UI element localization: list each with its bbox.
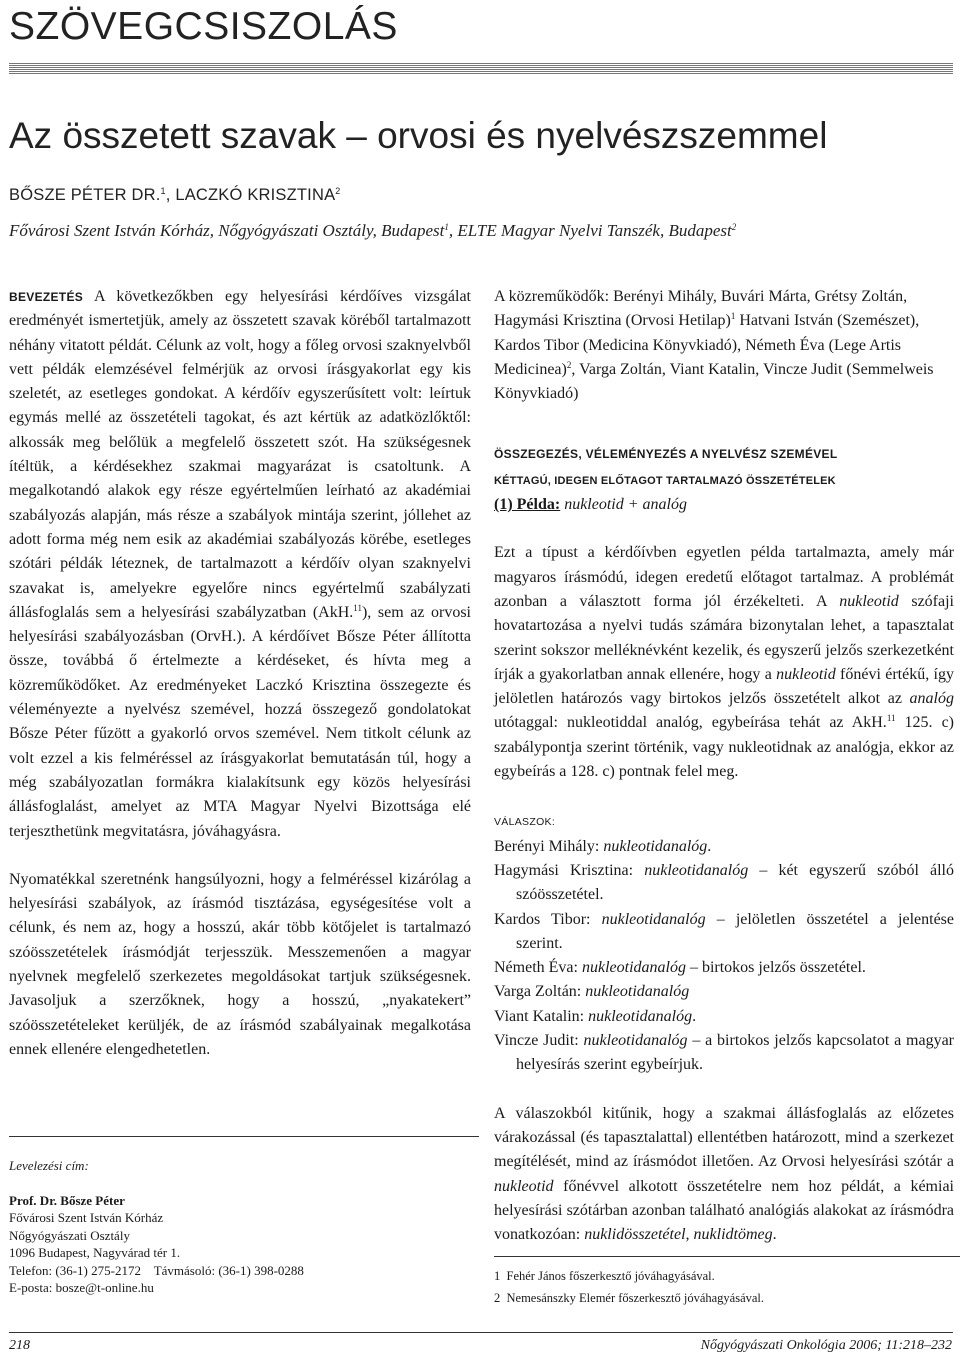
answers-list bbox=[494, 835, 954, 1078]
intro-paragraph: BEVEZETÉS A következőkben egy helyesírási kérdőíves vizsgálat eredményét ismertetjük, amely az összetett szavak köréből tartalmazott néhány vitatott példát. Célunk az volt, hogy a főleg orvosi szaknyelvből vett példák elemzésével felmérjük az orvosi írásgyakorlat egy kis szeletét, az esetleges gondokat. A kérdőív egyszerűsített volt: leírtuk egymás mellé az összetételi tagokat, és azt kértük az adatközlőktől: alkossák meg belőlük a megfelelő összetett szót. Ha szükségesnek ítéltük, a kérdésekhez szakmai magyarázat is csatoltunk. A megalkotandó alakok egy része egyértelműen leírható az akadémiai szabályozás alapján, más része a szabályok mintája szerint, jóllehet az adott forma még nem esik az akadémiai szabályozás körébe, esetleges szótári példák léteznek, de tartalmazott a kérdőív olyan szaknyelvi szavakat is, amelyekre egyelőre nincs egyértelmű szabályzati állásfoglalás sem a helyesírási szabályzatban (AkH.$^{11}$), sem az orvosi helyesírási szabályozásban (OrvH.). A kérdőívet Bősze Péter állította össze, továbbá ő értelmezte a kérdéseket, és hívta meg a közreműködőket. Az eredményeket Laczkó Krisztina összegezte és véleményezte a nyelvész szemével, hozzá összegező gondolatokat Bősze Péter fűzött a gyakorló orvos szemével. Nem titkolt célunk az volt ezzel a kis felméréssel az írásgyakorlat bemutatásán túl, hogy a még szabályozatlan formákra kialakítsunk egy közös helyesírási állásfoglalást, amelyet az MTA Magyar Nyelvi Bizottsága elé terjeszthetünk megvitatásra, jóváhagyásra. bbox=[9, 288, 471, 840]
affiliation: Fővárosi Szent István Kórház, Nőgyógyászati Osztály, Budapest$^1$, ELTE Magyar Nyelvi Tanszék, Budapest$^2$ bbox=[9, 221, 737, 240]
right-column bbox=[494, 285, 954, 1247]
correspondence-email: E-posta: bosze@t-online.hu bbox=[9, 1280, 154, 1295]
correspondence-phone: Telefon: (36-1) 275-2172 Távmásoló: (36-1) 398-0288 bbox=[9, 1262, 304, 1278]
author-2: , LACZKÓ KRISZTINA bbox=[165, 186, 336, 204]
correspondence-label: Levelezési cím: bbox=[9, 1158, 89, 1173]
example-line: (1) Példa: nukleotid + analóg bbox=[494, 496, 687, 514]
authors: BŐSZE PÉTER DR.$^1$, LACZKÓ KRISZTINA$^2$ bbox=[9, 186, 341, 204]
footer-rule bbox=[9, 1332, 953, 1333]
section-header: SZÖVEGCSISZOLÁS bbox=[9, 5, 398, 48]
footnote-2: 2 Nemesánszky Elemér főszerkesztő jóváhagyásával. bbox=[494, 1291, 765, 1305]
contributors: A közreműködők: Berényi Mihály, Buvári Márta, Grétsy Zoltán, Hagymási Krisztina (Orvosi Hetilap)$^1$ Hatvani István (Szemészet), Kardos Tibor (Medicina Könyvkiadó), Németh Éva (Lege Artis Medicinea)$^2$, Varga Zoltán, Viant Katalin, Vincze Judit (Semmelweis Könyvkiadó) bbox=[494, 288, 934, 403]
article-title: Az összetett szavak – orvosi és nyelvészszemmel bbox=[9, 115, 828, 156]
answer-item: Vincze Judit: nukleotidanalóg – a birtokos jelzős kapcsolatot a magyar helyesírás szerint egybeírjuk. bbox=[494, 1032, 955, 1074]
section-heading: ÖSSZEGEZÉS, VÉLEMÉNYEZÉS A NYELVÉSZ SZEMÉVEL bbox=[494, 447, 838, 462]
conclusion-paragraph: A válaszokból kitűnik, hogy a szakmai állásfoglalás az előzetes várakozással (és tapasztalattal) ellentétben határozott, mind a szerkezet megítélését, mind az írásmódot illetően. Az Orvosi helyesírási szótár a nukleotid főnévvel alkotott összetételre nem hoz példát, a kémiai helyesírási szótárban azonban található analógiás alakokat az írásmódra vonatkozóan: nuklidösszetétel, nuklidtömeg. bbox=[494, 1104, 954, 1244]
correspondence-rule bbox=[9, 1136, 479, 1137]
answer-item: Hagymási Krisztina: nukleotidanalóg – két egyszerű szóból álló szóösszetétel. bbox=[494, 861, 954, 904]
correspondence-name: Prof. Dr. Bősze Péter bbox=[9, 1192, 125, 1208]
answer-item: Németh Éva: nukleotidanalóg – birtokos jelzős összetétel. bbox=[494, 959, 866, 977]
footnote-1: 1 Fehér János főszerkesztő jóváhagyásával. bbox=[494, 1269, 715, 1283]
answer-item: Kardos Tibor: nukleotidanalóg – jelöletlen összetétel a jelentése szerint. bbox=[494, 910, 955, 952]
answers-label: VÁLASZOK: bbox=[494, 816, 556, 829]
left-column bbox=[9, 285, 471, 1062]
subsection-heading: KÉTTAGÚ, IDEGEN ELŐTAGOT TARTALMAZÓ ÖSSZETÉTELEK bbox=[494, 474, 836, 487]
header-rule bbox=[9, 62, 953, 74]
journal-citation: Nőgyógyászati Onkológia 2006; 11:218–232 bbox=[700, 1338, 952, 1353]
page-number: 218 bbox=[9, 1338, 30, 1353]
author-1: BŐSZE PÉTER DR. bbox=[9, 186, 161, 204]
answer-item: Varga Zoltán: nukleotidanalóg bbox=[494, 983, 690, 1001]
answer-item: Viant Katalin: nukleotidanalóg. bbox=[494, 1007, 697, 1025]
intro-lead: BEVEZETÉS bbox=[9, 290, 84, 304]
answer-item: Berényi Mihály: nukleotidanalóg. bbox=[494, 837, 712, 855]
footnote-rule bbox=[494, 1256, 960, 1257]
correspondence-block: Levelezési cím: Prof. Dr. Bősze Péter Fővárosi Szent István Kórház Nőgyógyászati Osztály 1096 Budapest, Nagyvárad tér 1. Telefon: (36-1) 275-2172 Távmásoló: (36-1) 398-0288 E-posta: bosze@t-online.hu bbox=[9, 1158, 304, 1295]
intro-paragraph-2: Nyomatékkal szeretnénk hangsúlyozni, hogy a felméréssel kizárólag a helyesírási szabályok, az írásmód tisztázása, egységesítése volt a célunk, és nem az, hogy a hosszú, akár több kötőjelet is tartalmazó szóösszetételek írásmódját terjesszük. Messzemenően a magyar nyelvnek megfelelő szerkezetes megoldásokat tartjuk szükségesnek. Javasoljuk a szerzőknek, hogy a hosszú, „nyakatekert” szóösszetételeket kerüljék, de az írásmód szabályainak megalkotása ennek ellenére elengedhetetlen. bbox=[9, 870, 471, 1058]
discussion-paragraph: Ezt a típust a kérdőívben egyetlen példa tartalmazta, amely már magyaros írásmódú, idegen eredetű előtagot tartalmaz. A problémát azonban a választott forma jól érzékelteti. A nukleotid szófaji hovatartozása a nyelvi tudás számára bizonytalan lehet, a tapasztalat szerint sokszor melléknévként kezelik, és egyszerű jelzős szerkezetként írják a gyakorlatban annak ellenére, hogy a nukleotid főnévi értékű, így jelöletlen határozós vagy birtokos jelzős összetételt alkot az analóg utótaggal: nukleotiddal analóg, egybeírása tehát az AkH.$^{11}$ 125. c) szabálypontja szerint történik, vagy nukleotidnak az analógja, ekkor az egybeírás a 128. c) pontnak felel meg. bbox=[494, 544, 955, 781]
